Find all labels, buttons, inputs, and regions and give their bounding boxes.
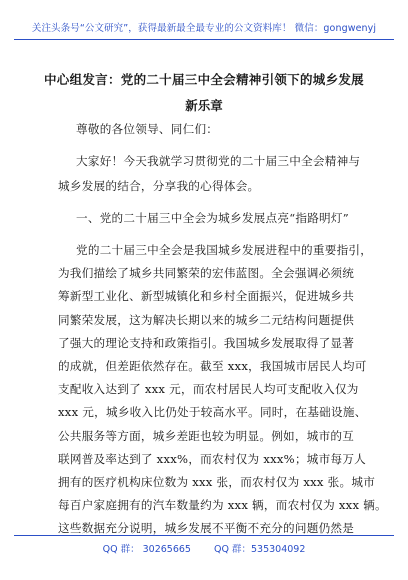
document-author: 新乐章 — [185, 98, 223, 113]
document-title: 中心组发言：党的二十届三中全会精神引领下的城乡发展 — [43, 72, 364, 87]
body-line: 为我们描绘了城乡共同繁荣的宏伟蓝图。全会强调必须统 — [58, 266, 355, 281]
body-line: xxx 元，城乡收入比仍处于较高水平。同时，在基础设施、 — [58, 405, 367, 420]
body-line: 筹新型工业化、新型城镇化和乡村全面振兴，促进城乡共 — [58, 289, 355, 304]
body-line: 的成就，但差距依然存在。截至 xxx，我国城市居民人均可 — [58, 359, 367, 373]
header-divider — [14, 39, 394, 40]
footer-divider — [14, 535, 394, 536]
body-line: 这些数据充分说明，城乡发展不平衡不充分的问题仍然是 — [58, 521, 355, 536]
body-line: 每百户家庭拥有的汽车数量约为 xxx 辆，而农村仅为 xxx 辆。 — [58, 498, 387, 513]
body-line: 了强大的理论支持和政策指引。我国城乡发展取得了显著 — [58, 335, 355, 350]
footer-qq-group-1: QQ 群： 30265665 — [102, 544, 191, 555]
section-heading: 一、党的二十届三中全会为城乡发展点亮“指路明灯” — [76, 211, 349, 225]
header-banner: 关注头条号“公文研究”，获得最新最全最专业的公文资料库！ 微信：gongwenyj — [31, 23, 377, 34]
body-line: 支配收入达到了 xxx 元，而农村居民人均可支配收入仅为 — [58, 382, 359, 397]
salutation: 尊敬的各位领导、同仁们： — [76, 122, 219, 136]
body-line: 联网普及率达到了 xxx%，而农村仅为 xxx%；城市每万人 — [58, 451, 367, 466]
body-line: 拥有的医疗机构床位数为 xxx 张，而农村仅为 xxx 张。城市 — [58, 475, 376, 489]
body-line: 党的二十届三中全会是我国城乡发展进程中的重要指引， — [76, 243, 373, 257]
footer-qq-group-2: QQ 群：535304092 — [214, 544, 306, 555]
body-line: 同繁荣发展，这为解决长期以来的城乡二元结构问题提供 — [58, 312, 355, 327]
footer-banner — [0, 541, 408, 555]
body-line: 公共服务等方面，城乡差距也较为明显。例如，城市的互 — [58, 428, 355, 443]
intro-line: 城乡发展的结合，分享我的心得体会。 — [58, 179, 260, 193]
intro-line: 大家好！今天我就学习贯彻党的二十届三中全会精神与 — [76, 154, 361, 168]
